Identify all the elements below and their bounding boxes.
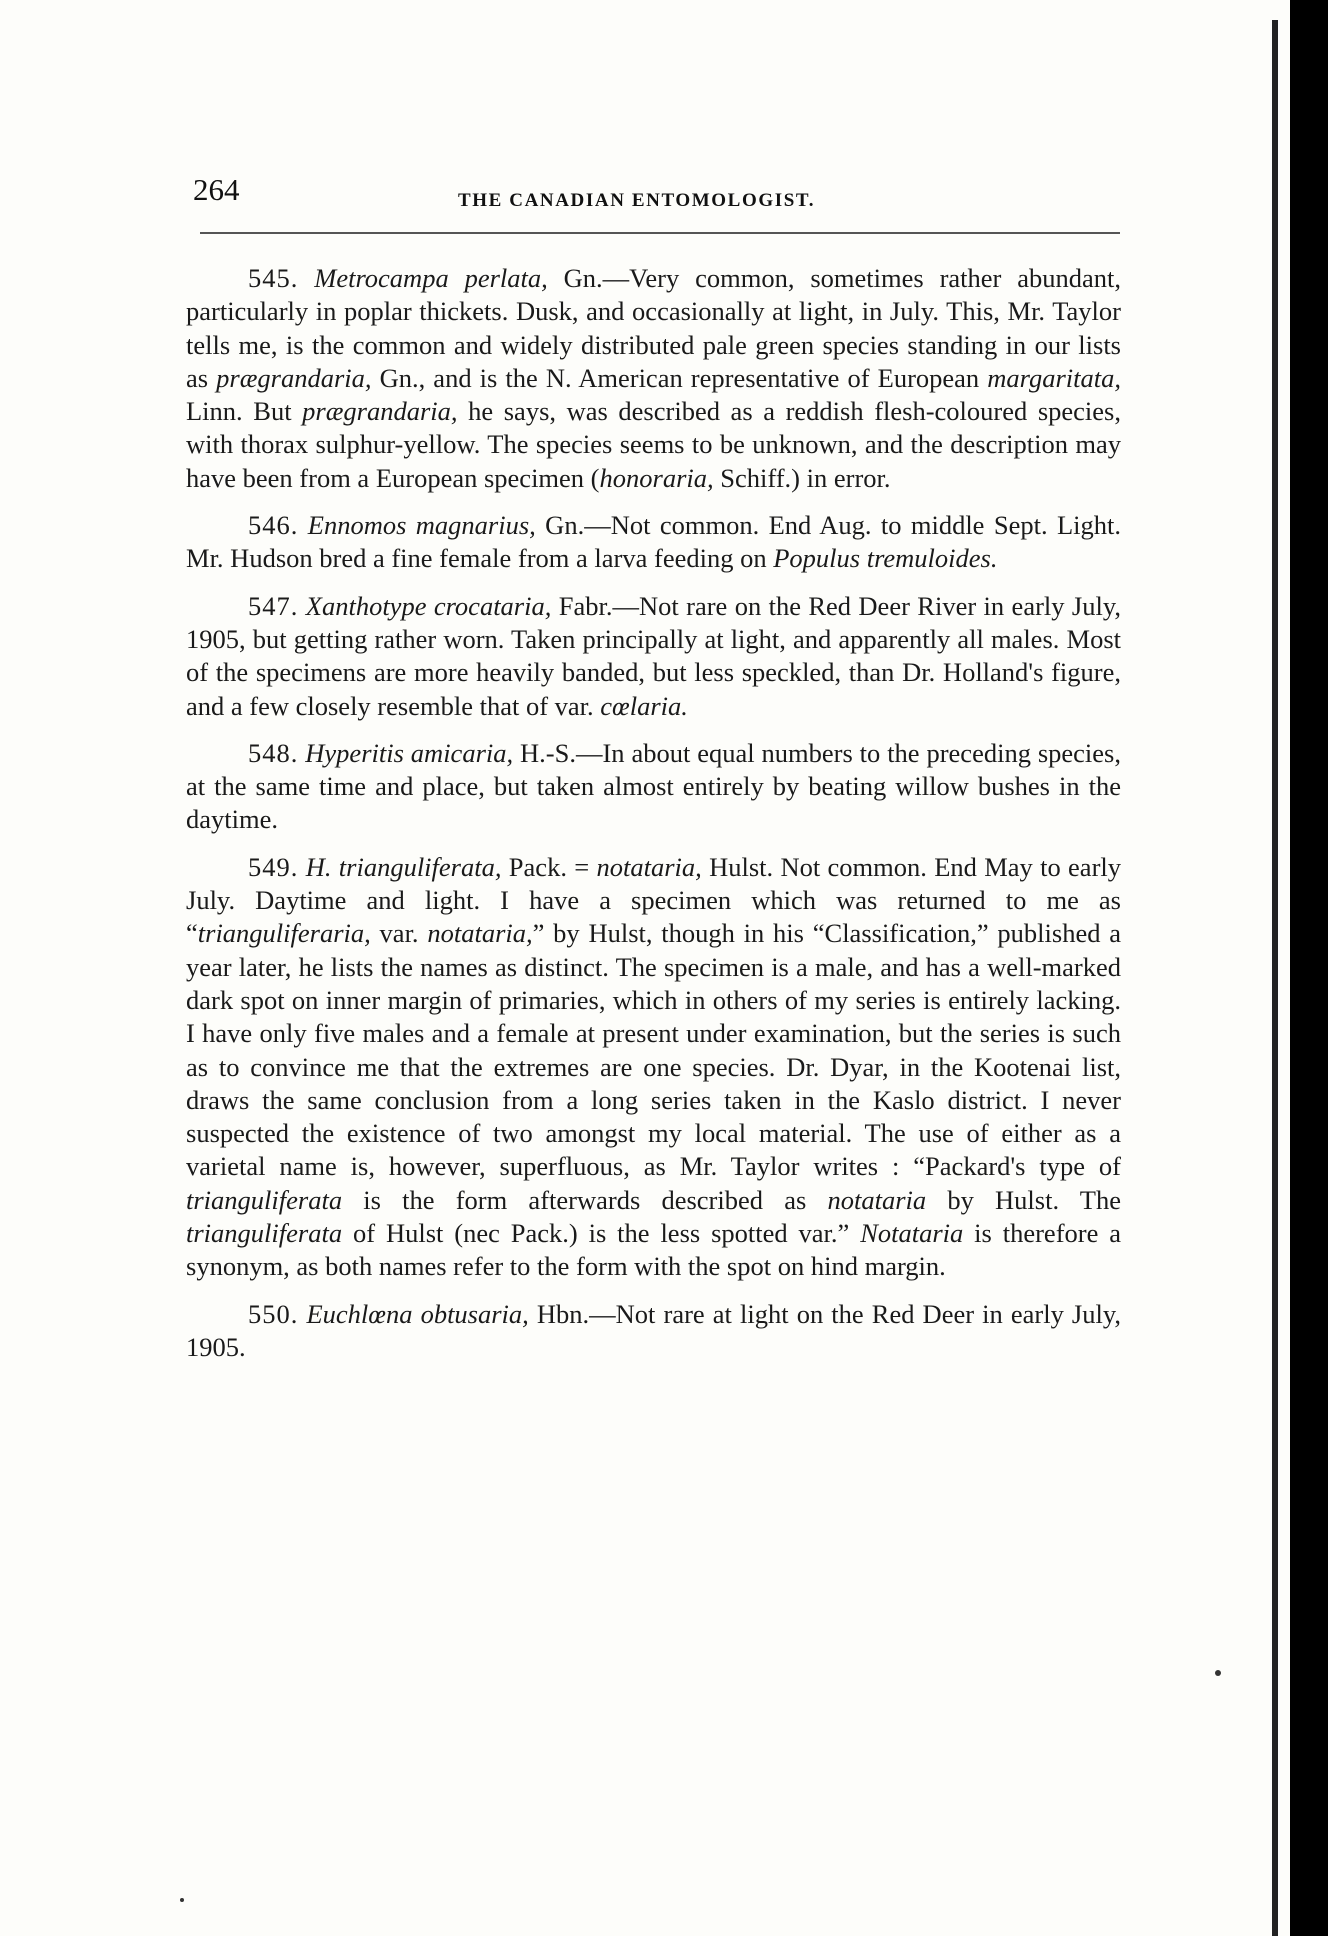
entry-text: is therefore a synonym, as both names refer to the form with the spot on hind margin.: [186, 1218, 1122, 1282]
species-name: Populus tremuloides.: [773, 543, 998, 574]
running-head: THE CANADIAN ENTOMOLOGIST.: [458, 190, 816, 211]
entry-text: he says, was described as a reddish flesh-coloured species, with thorax sulphur-yellow. The species seems to be unknown, and the description may have been from a European specimen (: [186, 396, 1121, 493]
entry-text: Hbn.—Not rare at light on the Red Deer in early July, 1905.: [186, 1298, 1121, 1362]
species-name: H. trianguliferata,: [305, 851, 502, 882]
binding-shadow: [1272, 20, 1278, 1936]
entry-text: H.-S.—In about equal numbers to the preceding species, at the same time and place, but taken almost entirely by beating willow bushes in the daytime.: [186, 737, 1121, 835]
header-rule: [200, 232, 1120, 234]
species-name: honoraria,: [599, 462, 714, 493]
species-name: Ennomos magnarius,: [307, 510, 536, 541]
entry-545: [186, 262, 1121, 495]
page-header: [193, 172, 1113, 222]
species-name: trianguliferata: [186, 1184, 343, 1215]
species-name: trianguliferata: [186, 1218, 343, 1249]
entry-number: 550.: [248, 1298, 299, 1329]
entry-number: 547.: [248, 590, 299, 621]
entry-text: Pack. =: [501, 851, 597, 882]
species-name: prægrandaria,: [302, 396, 458, 427]
entry-546: [186, 509, 1121, 576]
entry-number: 545.: [248, 263, 299, 293]
scan-speck: [1215, 1670, 1221, 1676]
species-name: notataria,: [596, 851, 702, 882]
entry-548: [186, 737, 1121, 837]
entry-number: 548.: [248, 737, 299, 768]
entry-text: Linn. But: [186, 396, 303, 427]
species-name: prægrandaria,: [216, 362, 372, 393]
entry-text: Gn.—Very common, sometimes rather abundant, particularly in poplar thickets. Dusk, and occasionally at light, in July. This, Mr. Taylor tells me, is the common and widely distributed pale green species standing in our lists as: [186, 263, 1122, 393]
species-name: margaritata,: [987, 362, 1121, 393]
species-name: cœlaria.: [600, 690, 688, 721]
page-number: 264: [193, 172, 240, 207]
species-name: Hyperitis amicaria,: [305, 737, 514, 768]
entry-text: Hulst. Not common. End May to early July. Daytime and light. I have a specimen which was returned to me as “: [186, 851, 1122, 949]
entry-547: [186, 590, 1121, 723]
entry-text: by Hulst. The: [926, 1184, 1121, 1215]
entry-text: Gn., and is the N. American representative of European: [371, 362, 988, 393]
scan-speck: [180, 1898, 184, 1902]
entry-text: of Hulst (nec Pack.) is the less spotted var.”: [342, 1218, 861, 1249]
entry-text: Fabr.—Not rare on the Red Deer River in early July, 1905, but getting rather worn. Taken principally at light, and apparently all males. Most of the specimens are more heavily banded, but less speckled, than Dr. Holland's figure, and a few closely resemble that of var.: [186, 590, 1121, 721]
species-name: trianguliferaria,: [197, 918, 371, 949]
entry-549: [186, 851, 1121, 1284]
species-name: Euchlœna obtusaria,: [306, 1298, 529, 1329]
entry-number: 546.: [248, 510, 299, 541]
species-name: notataria: [827, 1184, 927, 1215]
entry-text: Gn.—Not common. End Aug. to middle Sept. Light. Mr. Hudson bred a fine female from a larva feeding on: [186, 510, 1121, 574]
species-name: Metrocampa perlata,: [314, 263, 548, 293]
entry-text: Schiff.) in error.: [713, 462, 891, 493]
entry-text: var.: [370, 918, 428, 949]
entry-number: 549.: [248, 851, 299, 882]
body-text: [186, 262, 1121, 1378]
species-name: Xanthotype crocataria,: [305, 590, 552, 621]
species-name: notataria,: [427, 918, 533, 949]
entry-550: [186, 1298, 1121, 1365]
entry-text: ” by Hulst, though in his “Classification,” published a year later, he lists the names as distinct. The specimen is a male, and has a well-marked dark spot on inner margin of primaries, which in others of my series is entirely lacking. I have only five males and a female at present under examination, but the series is such as to convince me that the extremes are one species. Dr. Dyar, in the Kootenai list, draws the same conclusion from a long series taken in the Kaslo district. I never suspected the existence of two amongst my local material. The use of either as a varietal name is, however, superfluous, as Mr. Taylor writes : “Packard's type of: [186, 918, 1121, 1182]
species-name: Notataria: [860, 1218, 964, 1249]
scan-edge: [1290, 0, 1328, 1936]
entry-text: is the form afterwards described as: [342, 1184, 828, 1215]
